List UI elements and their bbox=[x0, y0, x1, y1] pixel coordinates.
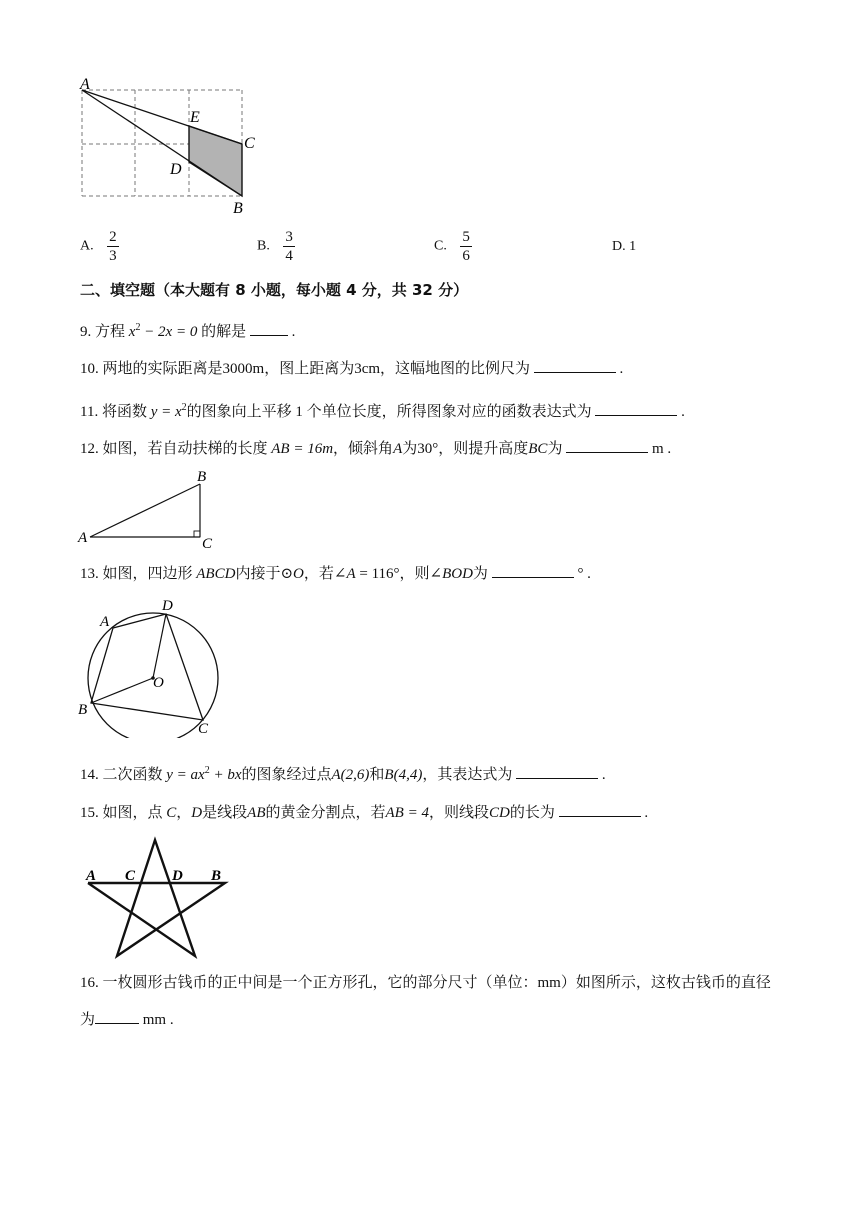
option-c-numerator: 5 bbox=[462, 229, 470, 245]
q13-suffix: 为 bbox=[472, 566, 488, 582]
question-9 bbox=[80, 318, 295, 342]
figure-q12 bbox=[76, 466, 226, 552]
option-a-fraction bbox=[107, 228, 119, 265]
option-c bbox=[434, 228, 472, 265]
label-O: O bbox=[153, 675, 164, 691]
q14-expr-pre: y = ax bbox=[166, 767, 205, 783]
q9-suffix: 的解是 bbox=[201, 324, 247, 340]
q15-segment-cd: CD bbox=[488, 805, 510, 821]
label-D: D bbox=[162, 598, 173, 614]
q14-expr-post: + bx bbox=[209, 767, 242, 783]
q12-suffix: 为 bbox=[547, 441, 563, 457]
option-b bbox=[257, 228, 295, 265]
q12-prefix: 12. 如图，若自动扶梯的长度 bbox=[80, 441, 268, 457]
figure-q13 bbox=[76, 592, 226, 738]
q9-prefix: 9. 方程 bbox=[80, 324, 126, 340]
label-C: C bbox=[202, 536, 213, 552]
q14-function bbox=[166, 767, 241, 783]
q15-segment-ab: AB bbox=[247, 805, 266, 821]
q14-point-b: B(4,4) bbox=[384, 767, 423, 783]
option-b-label: B. bbox=[257, 238, 270, 254]
label-B: B bbox=[197, 469, 207, 485]
label-C: C bbox=[198, 721, 209, 737]
q14-prefix: 14. 二次函数 bbox=[80, 767, 163, 783]
q15-suffix: 的长为 bbox=[509, 805, 555, 821]
q10-prefix: 10. 两地的实际距离是 bbox=[80, 361, 223, 377]
q15-mid: ， bbox=[176, 805, 192, 821]
question-16-line1: 16. 一枚圆形古钱币的正中间是一个正方形孔，它的部分尺寸（单位：mm）如图所示，这枚古钱币的直径 bbox=[80, 975, 771, 991]
q12-length: AB = 16m bbox=[271, 441, 334, 457]
section-heading: 二、填空题（本大题有 8 小题，每小题 4 分，共 32 分） bbox=[80, 281, 469, 299]
question-13 bbox=[80, 563, 591, 584]
option-a-numerator: 2 bbox=[109, 229, 117, 245]
q14-answer-blank[interactable] bbox=[516, 764, 598, 779]
option-a-denominator: 3 bbox=[109, 248, 117, 264]
option-b-numerator: 3 bbox=[285, 229, 293, 245]
label-B: B bbox=[78, 702, 88, 718]
shaded-quadrilateral bbox=[189, 126, 242, 196]
q10-suffix: ，这幅地图的比例尺为 bbox=[380, 361, 531, 377]
q14-point-a: A(2,6) bbox=[331, 767, 370, 783]
q12-angle-value: 30° bbox=[417, 441, 439, 457]
q10-mid: ，图上距离为 bbox=[264, 361, 355, 377]
option-c-fraction bbox=[460, 228, 472, 265]
q15-ab-value: AB = 4 bbox=[385, 805, 429, 821]
q15-point-d: D bbox=[191, 805, 203, 821]
option-c-denominator: 6 bbox=[462, 248, 470, 264]
q12-mid2: 为 bbox=[402, 441, 418, 457]
star-shape bbox=[88, 840, 225, 956]
label-B: B bbox=[233, 200, 243, 217]
q10-distance-actual: 3000m bbox=[222, 361, 265, 377]
question-15 bbox=[80, 802, 648, 823]
q11-function bbox=[151, 404, 187, 420]
option-c-label: C. bbox=[434, 238, 447, 254]
q15-mid3: 的黄金分割点，若 bbox=[265, 805, 386, 821]
q12-mid3: ，则提升高度 bbox=[438, 441, 529, 457]
q13-quad-name: ABCD bbox=[196, 566, 236, 582]
label-A: A bbox=[80, 78, 90, 93]
q12-answer-blank[interactable] bbox=[566, 438, 648, 453]
q13-angle-bod: BOD bbox=[442, 566, 473, 582]
q11-answer-blank[interactable] bbox=[595, 401, 677, 416]
q15-answer-blank[interactable] bbox=[559, 802, 641, 817]
q14-mid2: 和 bbox=[369, 767, 385, 783]
q13-circle-name: O bbox=[293, 566, 304, 582]
q14-end: . bbox=[601, 767, 606, 783]
label-C: C bbox=[125, 868, 136, 884]
q9-answer-blank[interactable] bbox=[250, 321, 288, 336]
q13-angle-a: A bbox=[346, 566, 356, 582]
q11-prefix: 11. 将函数 bbox=[80, 404, 147, 420]
option-d bbox=[612, 239, 636, 255]
question-11 bbox=[80, 398, 685, 422]
q14-suffix: ，其表达式为 bbox=[422, 767, 513, 783]
q11-suffix: 的图象向上平移 1 个单位长度，所得图象对应的函数表达式为 bbox=[186, 404, 592, 420]
label-B: B bbox=[211, 868, 222, 884]
label-A: A bbox=[86, 868, 97, 884]
q16-unit: mm . bbox=[142, 1012, 174, 1028]
label-D: D bbox=[172, 868, 183, 884]
q9-end: . bbox=[291, 324, 296, 340]
q13-end: ° . bbox=[577, 566, 591, 582]
option-d-label: D. 1 bbox=[612, 239, 637, 254]
q15-point-c: C bbox=[166, 805, 177, 821]
q14-mid: 的图象经过点 bbox=[241, 767, 332, 783]
q13-mid2: ，若∠ bbox=[303, 566, 347, 582]
question-14 bbox=[80, 761, 606, 785]
q15-mid2: 是线段 bbox=[202, 805, 248, 821]
label-A: A bbox=[100, 614, 110, 630]
question-16-line2 bbox=[80, 1009, 174, 1030]
q13-mid: 内接于⊙ bbox=[235, 566, 294, 582]
q15-mid4: ，则线段 bbox=[428, 805, 489, 821]
q12-angle-name: A bbox=[393, 441, 403, 457]
option-b-fraction bbox=[283, 228, 295, 265]
option-a bbox=[80, 228, 119, 265]
q12-height-name: BC bbox=[528, 441, 548, 457]
q13-answer-blank[interactable] bbox=[492, 563, 574, 578]
q9-equation bbox=[129, 324, 198, 340]
q11-expr-pre: y = x bbox=[150, 404, 182, 420]
q13-mid3: = 116°，则∠ bbox=[355, 566, 443, 582]
q15-prefix: 15. 如图，点 bbox=[80, 805, 163, 821]
q11-end: . bbox=[681, 404, 685, 420]
q12-mid: ，倾斜角 bbox=[333, 441, 394, 457]
q10-answer-blank[interactable] bbox=[534, 358, 616, 373]
right-angle-mark bbox=[194, 531, 200, 537]
label-A: A bbox=[78, 530, 88, 546]
question-12 bbox=[80, 438, 671, 459]
q10-end: . bbox=[619, 361, 624, 377]
q16-answer-blank[interactable] bbox=[95, 1009, 139, 1024]
q11-exponent: 2 bbox=[181, 402, 187, 413]
figure-q8 bbox=[76, 78, 266, 218]
q9-expr-pre: x bbox=[128, 324, 136, 340]
q10-distance-map: 3cm bbox=[354, 361, 381, 377]
label-D: D bbox=[170, 161, 182, 178]
q9-exponent: 2 bbox=[135, 322, 141, 333]
figure-q15 bbox=[80, 834, 240, 960]
q16-prefix: 为 bbox=[80, 1012, 96, 1028]
label-C: C bbox=[244, 135, 255, 152]
q9-expr-post: − 2x = 0 bbox=[140, 324, 198, 340]
q14-exponent: 2 bbox=[204, 765, 210, 776]
q15-end: . bbox=[644, 805, 649, 821]
question-10 bbox=[80, 358, 623, 379]
q12-unit: m . bbox=[651, 441, 672, 457]
label-E: E bbox=[190, 109, 200, 126]
option-b-denominator: 4 bbox=[285, 248, 293, 264]
q13-prefix: 13. 如图，四边形 bbox=[80, 566, 193, 582]
option-a-label: A. bbox=[80, 238, 94, 254]
